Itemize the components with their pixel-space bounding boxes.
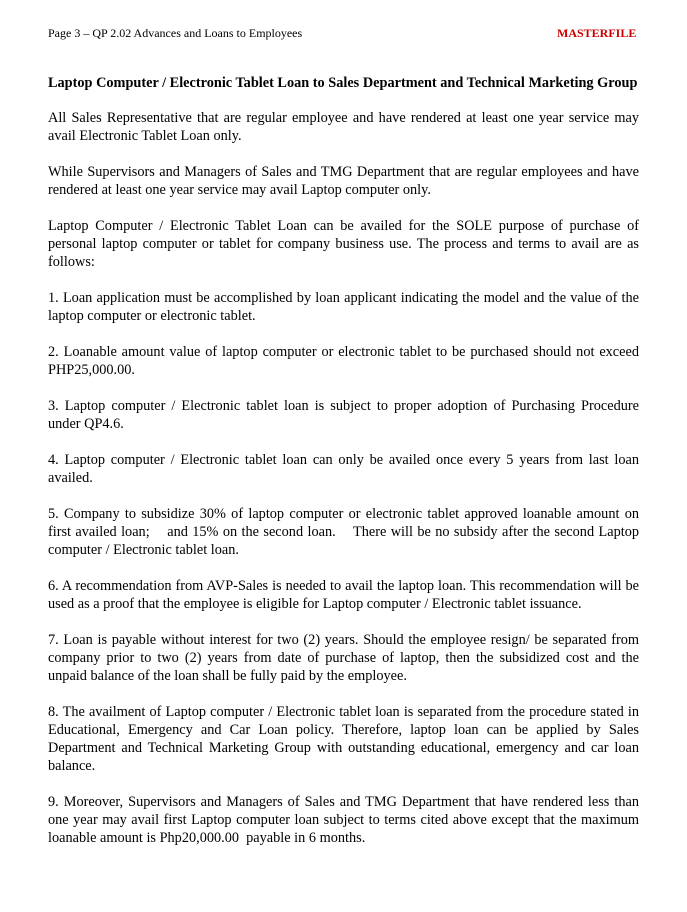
list-item-text: Loanable amount value of laptop computer or electronic tablet to be purchased should not exceed PHP25,000.00. <box>48 344 639 378</box>
list-item-text: Laptop computer / Electronic tablet loan is subject to proper adoption of Purchasing Procedure under QP4.6. <box>48 398 639 432</box>
list-item-text: Moreover, Supervisors and Managers of Sales and TMG Department that have rendered less than one year may avail first Laptop computer loan subject to terms cited above except that the maximum loanable amount is Php20,000.00 payable in 6 months. <box>48 794 639 846</box>
list-item-3 <box>48 397 639 433</box>
list-item-text: A recommendation from AVP-Sales is needed to avail the laptop loan. This recommendation will be used as a proof that the employee is eligible for Laptop computer / Electronic tablet issuance. <box>48 578 639 612</box>
list-item-5 <box>48 505 639 559</box>
list-item-number: 5. <box>48 506 59 522</box>
list-item-number: 6. <box>48 578 59 594</box>
list-item-number: 2. <box>48 344 59 360</box>
list-item-8 <box>48 703 639 775</box>
paragraph-sales-representative: All Sales Representative that are regular employee and have rendered at least one year service may avail Electronic Tablet Loan only. <box>48 110 639 144</box>
page-header-reference: Page 3 – QP 2.02 Advances and Loans to Employees <box>48 26 303 40</box>
list-item-number: 7. <box>48 632 59 648</box>
list-item-number: 8. <box>48 704 59 720</box>
list-item-number: 9. <box>48 794 59 810</box>
section-title: Laptop Computer / Electronic Tablet Loan to Sales Department and Technical Marketing Group <box>48 75 638 91</box>
list-item-number: 1. <box>48 290 59 306</box>
masterfile-label: MASTERFILE <box>557 26 637 40</box>
list-item-text: Laptop computer / Electronic tablet loan can only be availed once every 5 years from last loan availed. <box>48 452 639 486</box>
list-item-2 <box>48 343 639 379</box>
list-item-1 <box>48 289 639 325</box>
list-item-number: 4. <box>48 452 59 468</box>
paragraph-loan-purpose: Laptop Computer / Electronic Tablet Loan can be availed for the SOLE purpose of purchase of personal laptop computer or tablet for company business use. The process and terms to avail are as follows: <box>48 218 639 270</box>
list-item-6 <box>48 577 639 613</box>
list-item-number: 3. <box>48 398 59 414</box>
list-item-text: Loan is payable without interest for two (2) years. Should the employee resign/ be separated from company prior to two (2) years from date of purchase of laptop, then the subsidized cost and the unpaid balance of the loan shall be fully paid by the employee. <box>48 632 639 684</box>
list-item-text: Company to subsidize 30% of laptop computer or electronic tablet approved loanable amount on first availed loan; and 15% on the second loan. There will be no subsidy after the second Laptop computer / Electronic tablet loan. <box>48 506 639 558</box>
list-item-4 <box>48 451 639 487</box>
list-item-text: The availment of Laptop computer / Electronic tablet loan is separated from the procedure stated in Educational, Emergency and Car Loan policy. Therefore, laptop loan can be applied by Sales Department and Technical Marketing Group with outstanding educational, emergency and car loan balance. <box>48 704 639 774</box>
document-body <box>48 74 639 865</box>
list-item-text: Loan application must be accomplished by loan applicant indicating the model and the value of the laptop computer or electronic tablet. <box>48 290 640 324</box>
list-item-9 <box>48 793 639 847</box>
list-item-7 <box>48 631 639 685</box>
paragraph-supervisors-managers: While Supervisors and Managers of Sales and TMG Department that are regular employees and have rendered at least one year service may avail Laptop computer only. <box>48 164 639 198</box>
